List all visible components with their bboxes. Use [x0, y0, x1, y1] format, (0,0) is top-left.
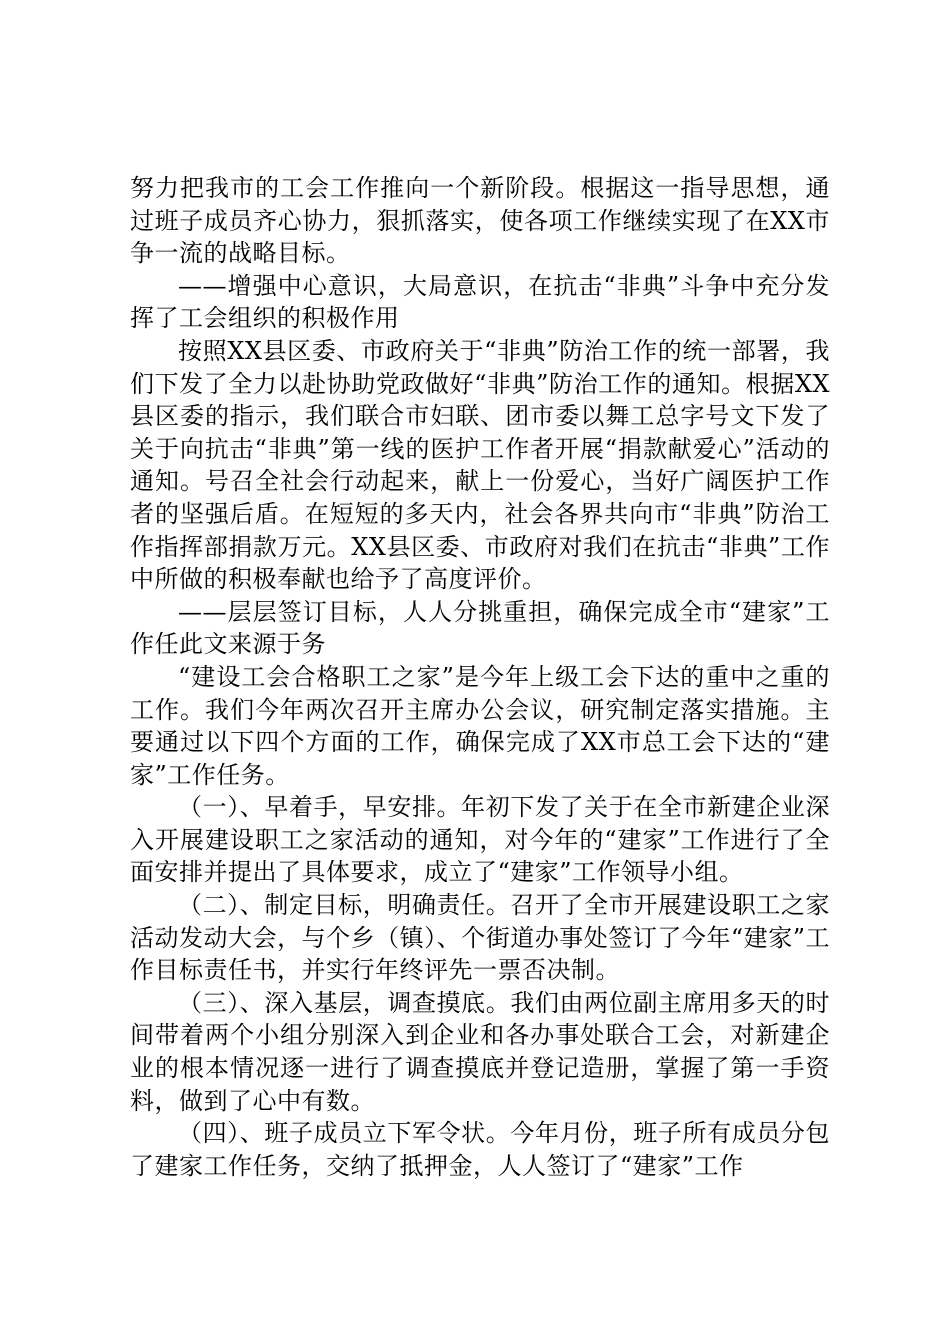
paragraph-3: “建设工会合格职工之家”是今年上级工会下达的重中之重的工作。我们今年两次召开主席办公会议，研究制定落实措施。主要通过以下四个方面的工作，确保完成了XX市总工会下达的“建家”工作任务。: [130, 662, 830, 789]
list-item-1: （一）、早着手，早安排。年初下发了关于在全市新建企业深入开展建设职工之家活动的通知，对今年的“建家”工作进行了全面安排并提出了具体要求，成立了“建家”工作领导小组。: [130, 793, 830, 887]
list-item-2: （二）、制定目标，明确责任。召开了全市开展建设职工之家活动发动大会，与个乡（镇）、个街道办事处签订了今年“建家”工作目标责任书，并实行年终评先一票否决制。: [130, 891, 830, 985]
list-item-3: （三）、深入基层，调查摸底。我们由两位副主席用多天的时间带着两个小组分别深入到企业和各办事处联合工会，对新建企业的根本情况逐一进行了调查摸底并登记造册，掌握了第一手资料，做到了心中有数。: [130, 988, 830, 1115]
heading-paragraph-2: ——层层签订目标，人人分挑重担，确保完成全市“建家”工作任此文来源于务: [130, 597, 830, 659]
heading-paragraph-1: ——增强中心意识，大局意识，在抗击“非典”斗争中充分发挥了工会组织的积极作用: [130, 271, 830, 333]
body-text: [130, 172, 830, 1182]
paragraph-2: 按照XX县区委、市政府关于“非典”防治工作的统一部署，我们下发了全力以赴协助党政做好“非典”防治工作的通知。根据XX县区委的指示，我们联合市妇联、团市委以舞工总字号文下发了关于向抗击“非典”第一线的医护工作者开展“捐款献爱心”活动的通知。号召全社会行动起来，献上一份爱心，当好广阔医护工作者的坚强后盾。在短短的多天内，社会各界共向市“非典”防治工作指挥部捐款万元。XX县区委、市政府对我们在抗击“非典”工作中所做的积极奉献也给予了高度评价。: [130, 336, 830, 594]
paragraph-1: 努力把我市的工会工作推向一个新阶段。根据这一指导思想，通过班子成员齐心协力，狠抓落实，使各项工作继续实现了在XX市争一流的战略目标。: [130, 174, 830, 268]
list-item-4: （四）、班子成员立下军令状。今年月份，班子所有成员分包了建家工作任务，交纳了抵押金，人人签订了“建家”工作: [130, 1119, 830, 1180]
